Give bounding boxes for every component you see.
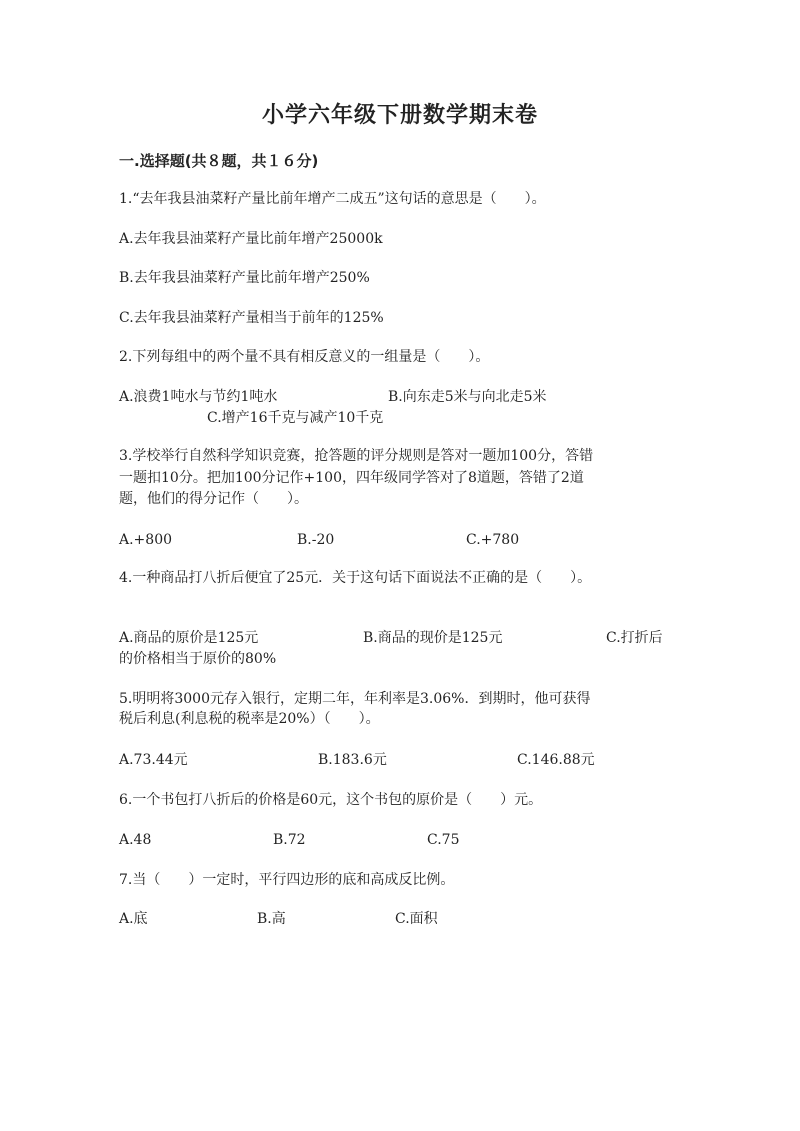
question-5-option-c: C.146.88元	[517, 752, 595, 768]
page-title: 小学六年级下册数学期末卷	[261, 102, 538, 128]
question-6-option-c: C.75	[427, 832, 460, 848]
question-4-option-c-continued: 的价格相当于原价的80%	[119, 651, 277, 667]
question-1-option-b: B.去年我县油菜籽产量比前年增产250%	[119, 270, 370, 286]
question-4-option-b: B.商品的现价是125元	[363, 630, 503, 646]
question-3-option-c: C.+780	[466, 532, 520, 548]
question-3-option-b: B.-20	[297, 532, 335, 548]
question-4-option-a: A.商品的原价是125元	[119, 630, 259, 646]
question-3-option-a: A.+800	[119, 532, 173, 548]
question-1-option-a: A.去年我县油菜籽产量比前年增产25000k	[119, 231, 383, 247]
question-2-stem: 2.下列每组中的两个量不具有相反意义的一组量是（ ）。	[119, 349, 490, 365]
question-6-option-b: B.72	[273, 832, 306, 848]
question-3-stem-line-1: 3.学校举行自然科学知识竞赛，抢答题的评分规则是答对一题加100分，答错	[119, 448, 594, 464]
section-heading: 一.选择题(共８题，共１６分)	[119, 152, 319, 170]
question-1-stem: 1.“去年我县油菜籽产量比前年增产二成五”这句话的意思是（ ）。	[119, 191, 546, 207]
question-2-option-b: B.向东走5米与向北走5米	[388, 389, 547, 405]
question-4-stem: 4.一种商品打八折后便宜了25元．关于这句话下面说法不正确的是（ ）。	[119, 570, 592, 586]
question-7-option-a: A.底	[119, 911, 148, 927]
question-2-option-c: C.增产16千克与减产10千克	[207, 410, 384, 426]
question-4-option-c: C.打折后	[606, 630, 663, 646]
question-3-stem-line-2: 一题扣10分。把加100分记作+100，四年级同学答对了8道题，答错了2道	[119, 470, 584, 486]
question-7-option-c: C.面积	[395, 911, 438, 927]
question-6-option-a: A.48	[119, 832, 152, 848]
question-5-stem-line-1: 5.明明将3000元存入银行，定期二年，年利率是3.06%．到期时，他可获得	[119, 691, 591, 707]
question-7-option-b: B.高	[257, 911, 286, 927]
question-6-stem: 6.一个书包打八折后的价格是60元，这个书包的原价是（ ）元。	[119, 792, 543, 808]
question-5-option-a: A.73.44元	[119, 752, 188, 768]
question-5-option-b: B.183.6元	[318, 752, 387, 768]
question-2-option-a: A.浪费1吨水与节约1吨水	[119, 389, 278, 405]
question-5-stem-line-2: 税后利息(利息税的税率是20%）（ ）。	[119, 711, 380, 727]
question-1-option-c: C.去年我县油菜籽产量相当于前年的125%	[119, 310, 384, 326]
question-3-stem-line-3: 题，他们的得分记作（ ）。	[119, 491, 308, 507]
question-7-stem: 7.当（ ）一定时，平行四边形的底和高成反比例。	[119, 872, 455, 888]
